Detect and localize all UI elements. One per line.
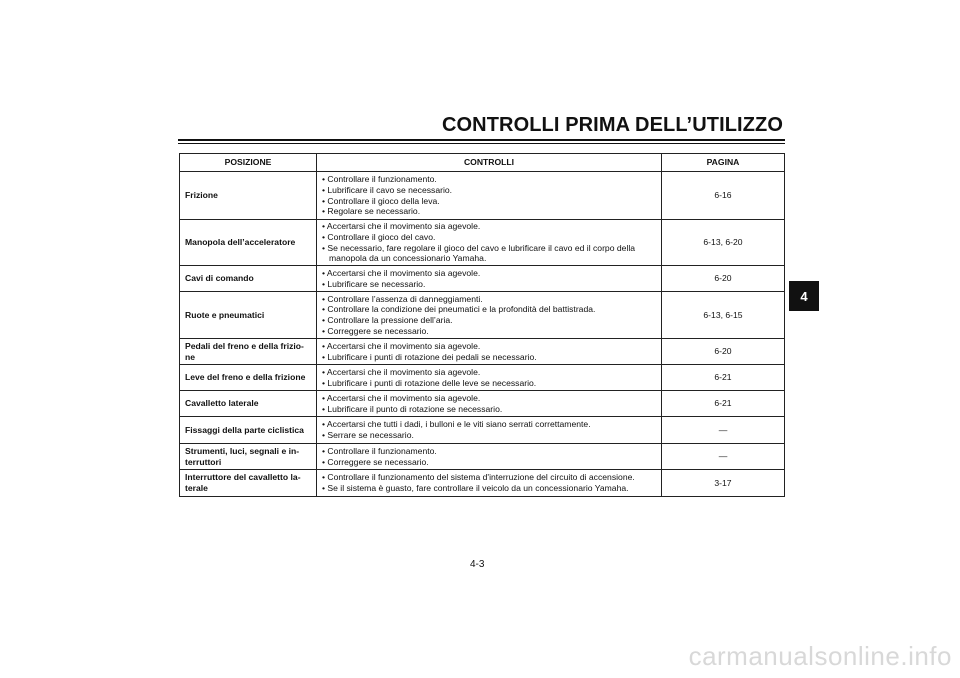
table-header [180,154,785,172]
page-cell: — [662,444,785,470]
table-row [180,292,785,339]
title-rule [178,139,785,141]
check-item: • Controllare il funzionamento del sistema d'interruzione del circuito di accensione. [322,472,656,483]
check-item: • Se necessario, fare regolare il gioco del cavo e lubrificare il cavo ed il corpo della manopola da un concessionario Yamaha. [322,243,656,264]
checks-cell [317,292,662,339]
check-item: • Controllare l’assenza di danneggiamenti. [322,294,656,305]
check-item: • Controllare la pressione dell’aria. [322,315,656,326]
check-item: • Controllare il gioco della leva. [322,196,656,207]
watermark: carmanualsonline.info [688,641,952,671]
page-cell: 6-13, 6-15 [662,292,785,339]
page-cell: 6-21 [662,391,785,417]
checks-cell [317,339,662,365]
position-cell: Cavi di comando [180,266,317,292]
check-item: • Correggere se necessario. [322,326,656,337]
title-rule-thin [178,143,785,144]
position-cell: Leve del freno e della frizione [180,365,317,391]
checks-cell [317,172,662,220]
check-item: • Accertarsi che il movimento sia agevole. [322,268,656,279]
table-row [180,339,785,365]
page-title: CONTROLLI PRIMA DELL’UTILIZZO [441,114,783,136]
check-item: • Controllare il gioco del cavo. [322,232,656,243]
col-header-position: POSIZIONE [180,154,317,172]
checks-cell [317,470,662,497]
check-item: • Lubrificare i punti di rotazione dei pedali se necessario. [322,352,656,363]
page-cell: 6-20 [662,339,785,365]
check-item: • Correggere se necessario. [322,457,656,468]
position-cell: Pedali del freno e della frizio-ne [180,339,317,365]
check-item: • Accertarsi che il movimento sia agevole. [322,221,656,232]
check-item: • Serrare se necessario. [322,430,656,441]
check-item: • Accertarsi che il movimento sia agevole. [322,341,656,352]
position-cell: Manopola dell’acceleratore [180,220,317,266]
page-cell: 6-20 [662,266,785,292]
col-header-page: PAGINA [662,154,785,172]
check-item: • Controllare il funzionamento. [322,446,656,457]
col-header-checks: CONTROLLI [317,154,662,172]
check-item: • Controllare il funzionamento. [322,174,656,185]
position-cell: Frizione [180,172,317,220]
checks-cell [317,444,662,470]
table-row [180,417,785,444]
position-cell: Cavalletto laterale [180,391,317,417]
page-cell: 6-13, 6-20 [662,220,785,266]
checks-cell [317,266,662,292]
table-row [180,365,785,391]
check-item: • Lubrificare il punto di rotazione se necessario. [322,404,656,415]
table-row [180,391,785,417]
page-number: 4-3 [470,559,485,570]
page-cell: 6-16 [662,172,785,220]
check-item: • Se il sistema è guasto, fare controllare il veicolo da un concessionario Yamaha. [322,483,656,494]
check-item: • Lubrificare i punti di rotazione delle leve se necessario. [322,378,656,389]
page-cell: — [662,417,785,444]
check-item: • Lubrificare il cavo se necessario. [322,185,656,196]
chapter-tab: 4 [789,281,819,311]
check-item: • Accertarsi che il movimento sia agevole. [322,393,656,404]
position-cell: Strumenti, luci, segnali e in-terruttori [180,444,317,470]
table-row [180,444,785,470]
checks-cell [317,220,662,266]
checks-cell [317,365,662,391]
position-cell: Interruttore del cavalletto la-terale [180,470,317,497]
table-row [180,220,785,266]
check-item: • Accertarsi che il movimento sia agevole. [322,367,656,378]
table-row [180,266,785,292]
checks-table [179,153,785,497]
check-item: • Controllare la condizione dei pneumatici e la profondità del battistrada. [322,304,656,315]
page-cell: 3-17 [662,470,785,497]
table-row [180,172,785,220]
check-item: • Accertarsi che tutti i dadi, i bulloni e le viti siano serrati correttamente. [322,419,656,430]
table-row [180,470,785,497]
page-cell: 6-21 [662,365,785,391]
position-cell: Fissaggi della parte ciclistica [180,417,317,444]
check-item: • Lubrificare se necessario. [322,279,656,290]
position-cell: Ruote e pneumatici [180,292,317,339]
check-item: • Regolare se necessario. [322,206,656,217]
checks-cell [317,391,662,417]
checks-cell [317,417,662,444]
